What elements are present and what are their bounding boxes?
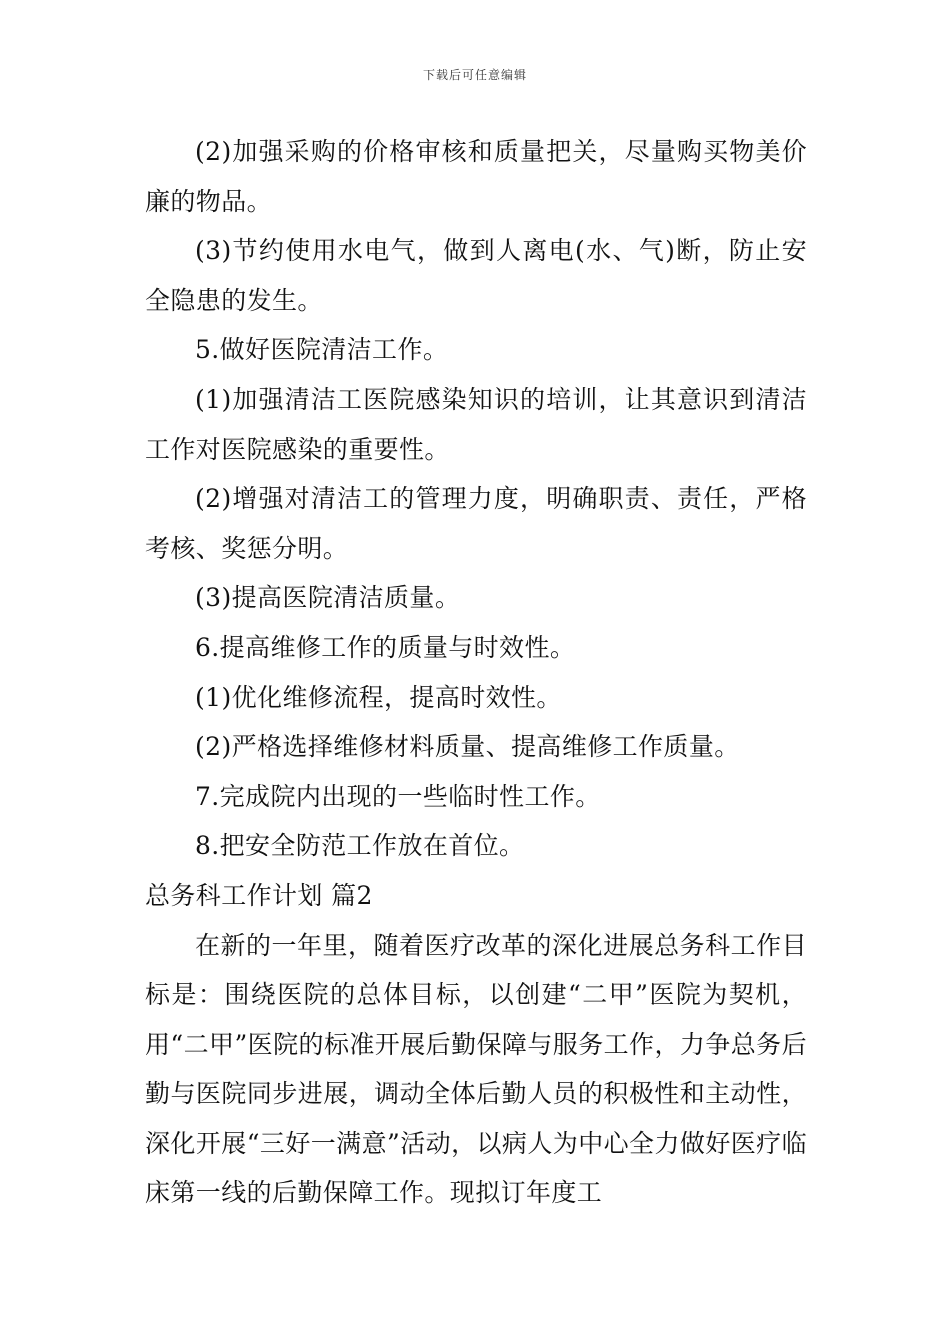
page-header-note: 下载后可任意编辑: [422, 68, 527, 82]
paragraph-cleaning-training: (1)加强清洁工医院感染知识的培训，让其意识到清洁工作对医院感染的重要性。: [145, 384, 807, 464]
paragraph-cleaning-heading: 5.做好医院清洁工作。: [195, 335, 449, 365]
paragraph-maintenance-materials: (2)严格选择维修材料质量、提高维修工作质量。: [195, 732, 740, 762]
paragraph-save-utilities: (3)节约使用水电气，做到人离电(水、气)断，防止安全隐患的发生。: [145, 236, 807, 315]
paragraph-temporary-work: 7.完成院内出现的一些临时性工作。: [195, 781, 601, 811]
paragraph-maintenance-process: (1)优化维修流程，提高时效性。: [195, 682, 562, 712]
paragraph-cleaning-quality: (3)提高医院清洁质量。: [195, 583, 461, 613]
paragraph-maintenance-heading: 6.提高维修工作的质量与时效性。: [195, 632, 576, 662]
paragraph-cleaning-management: (2)增强对清洁工的管理力度，明确职责、责任，严格考核、奖惩分明。: [145, 484, 807, 563]
paragraph-safety-first: 8.把安全防范工作放在首位。: [195, 831, 525, 861]
document-body: [145, 127, 807, 1218]
section-heading: 总务科工作计划 篇2: [145, 880, 373, 910]
paragraph-annual-goals: 在新的一年里，随着医疗改革的深化进展总务科工作目标是：围绕医院的总体目标，以创建“二甲”医院为契机，用“二甲”医院的标准开展后勤保障与服务工作，力争总务后勤与医院同步进展，调动全体后勤人员的积极性和主动性，深化开展“三好一满意”活动，以病人为中心全力做好医疗临床第一线的后勤保障工作。现拟订年度工: [145, 930, 807, 1208]
paragraph-purchase-review: (2)加强采购的价格审核和质量把关，尽量购买物美价廉的物品。: [145, 137, 807, 216]
